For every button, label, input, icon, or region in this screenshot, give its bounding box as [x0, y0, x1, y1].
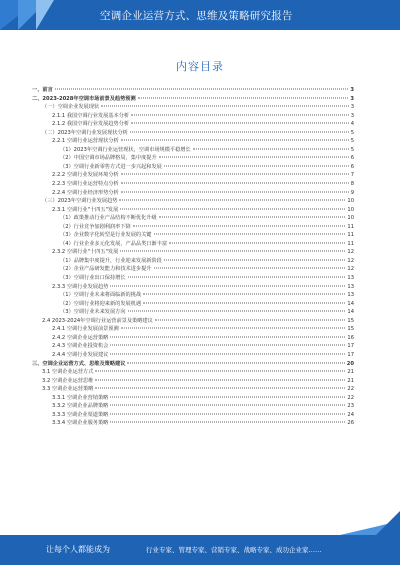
toc-entry[interactable] [32, 154, 354, 163]
toc-leader-dots [128, 311, 346, 312]
header-decor-shape [36, 0, 54, 30]
toc-entry[interactable] [32, 317, 354, 326]
toc-entry[interactable] [32, 385, 354, 394]
toc-entry[interactable] [32, 257, 354, 266]
toc-leader-dots [121, 174, 349, 175]
toc-leader-dots [121, 191, 349, 192]
toc-entry-label: 2.4.1 空调行业发展前景预测 [52, 326, 119, 333]
toc-entry-page: 9 [350, 189, 354, 196]
toc-entry-label: （2）行业竞争加剧利润率下降 [60, 223, 131, 230]
toc-entry-page: 22 [347, 394, 354, 401]
toc-entry-page: 10 [347, 206, 354, 213]
toc-entry[interactable] [32, 291, 354, 300]
toc-entry-label: 3.2 空调企业运营思维 [42, 377, 94, 384]
toc-leader-dots [110, 413, 345, 414]
toc-entry-label: 2.4.4 空调行业发展建议 [52, 351, 109, 358]
toc-entry-page: 10 [347, 215, 354, 222]
page-header [0, 0, 400, 30]
toc-entry-label: （1）空调行业未来将面临新的挑战 [60, 292, 142, 299]
toc-entry[interactable] [32, 308, 354, 317]
toc-entry[interactable] [32, 240, 354, 249]
toc-entry[interactable] [32, 342, 354, 351]
toc-leader-dots [110, 345, 345, 346]
toc-entry-page: 22 [347, 386, 354, 393]
toc-entry[interactable] [32, 283, 354, 292]
toc-entry[interactable] [32, 189, 354, 198]
toc-leader-dots [159, 217, 346, 218]
toc-entry-label: 3.3.1 空调企业营销策略 [52, 394, 109, 401]
toc-entry-label: 3.3 空调企业运营策略 [42, 386, 94, 393]
toc-entry[interactable] [32, 248, 354, 257]
toc-leader-dots [154, 234, 346, 235]
toc-leader-dots [121, 140, 349, 141]
toc-entry-label: （一）空调企业发展现状 [42, 104, 100, 111]
footer-decor-shape [376, 511, 400, 535]
toc-entry-page: 24 [347, 411, 354, 418]
toc-entry-label: 2.3.2 空调行业"十四五"发展 [52, 249, 119, 256]
toc-leader-dots [121, 183, 349, 184]
toc-entry-page: 21 [347, 369, 354, 376]
toc-entry[interactable] [32, 112, 354, 121]
toc-entry-label: 三、空调企业运营方式、思维及策略建议 [32, 360, 126, 367]
toc-entry-page: 12 [347, 257, 354, 264]
toc-entry[interactable] [32, 377, 354, 386]
toc-entry-label: 2.1.2 我国空调行业发展趋势分析 [52, 121, 130, 128]
toc-entry-label: 3.3.4 空调企业服务策略 [52, 420, 109, 427]
toc-entry-label: （2）中国空调市场品牌格局，集中度提升 [60, 155, 157, 162]
footer-roles: 行业专家、管理专家、营销专家、战略专家、成功企业家…… [146, 546, 322, 554]
toc-entry-page: 23 [347, 403, 354, 410]
toc-entry-label: 2.2.3 空调行业运营特点分析 [52, 181, 119, 188]
toc-leader-dots [55, 89, 349, 90]
toc-leader-dots [164, 259, 346, 260]
toc-entry-label: 2.2.2 空调行业发展环境分析 [52, 172, 119, 179]
toc-entry-label: 2.3.1 空调行业"十四五"发展 [52, 206, 119, 213]
toc-entry-label: 2.2.1 空调行业运营现状分析 [52, 138, 119, 145]
toc-entry-label: （1）2023年空调行业运营现状，空调市场规模平稳增长 [60, 146, 191, 153]
toc-entry-page: 13 [347, 275, 354, 282]
toc-entry[interactable] [32, 120, 354, 129]
toc-entry[interactable] [32, 265, 354, 274]
toc-entry[interactable] [32, 180, 354, 189]
toc-entry-page: 6 [350, 163, 354, 170]
toc-leader-dots [128, 277, 346, 278]
toc-leader-dots [101, 106, 349, 107]
toc-entry-page: 5 [350, 129, 354, 136]
toc-leader-dots [120, 251, 345, 252]
toc-entry[interactable] [32, 351, 354, 360]
toc-entry-page: 5 [350, 138, 354, 145]
toc-entry-label: （2）空调行业将迎来新的发展机遇 [60, 300, 142, 307]
toc-entry[interactable] [32, 368, 354, 377]
toc-entry-page: 17 [347, 343, 354, 350]
toc-entry-page: 16 [347, 334, 354, 341]
toc-leader-dots [110, 336, 345, 337]
toc-entry-label: 3.3.3 空调企业渠道策略 [52, 411, 109, 418]
toc-leader-dots [155, 319, 346, 320]
toc-entry[interactable] [32, 300, 354, 309]
toc-entry-page: 11 [347, 232, 354, 239]
toc-entry[interactable] [32, 334, 354, 343]
toc-entry[interactable] [32, 325, 354, 334]
toc-entry[interactable] [32, 95, 354, 104]
toc-entry[interactable] [32, 231, 354, 240]
toc-entry-page: 5 [350, 146, 354, 153]
toc-entry[interactable] [32, 214, 354, 223]
toc-leader-dots [121, 328, 346, 329]
toc-leader-dots [110, 405, 345, 406]
toc-leader-dots [154, 268, 346, 269]
toc-leader-dots [138, 97, 349, 98]
toc-leader-dots [95, 388, 345, 389]
toc-entry[interactable] [32, 402, 354, 411]
toc-entry[interactable] [32, 419, 354, 428]
toc-entry-label: （3）空调行业出口保持增长 [60, 275, 126, 282]
toc-entry-label: 2.4.2 空调企业运营策略 [52, 334, 109, 341]
toc-entry-label: 二、2023-2028年空调市场前景及趋势预测 [32, 95, 136, 102]
toc-leader-dots [131, 123, 349, 124]
toc-entry[interactable] [32, 86, 354, 95]
toc-entry-label: （3）空调行业未来发展方向 [60, 309, 126, 316]
toc-entry[interactable] [32, 360, 354, 369]
toc-entry-page: 3 [350, 112, 354, 119]
toc-entry-page: 4 [350, 121, 354, 128]
toc-leader-dots [110, 396, 345, 397]
toc-entry[interactable] [32, 171, 354, 180]
toc-leader-dots [110, 353, 345, 354]
toc-entry[interactable] [32, 163, 354, 172]
toc-entry-page: 13 [347, 283, 354, 290]
toc-heading: 内容目录 [176, 60, 224, 73]
toc-entry-page: 8 [350, 181, 354, 188]
toc-leader-dots [95, 379, 345, 380]
toc-entry-page: 17 [347, 351, 354, 358]
report-title: 空调企业运营方式、思维及策略研究报告 [100, 10, 293, 22]
toc-entry-page: 21 [347, 377, 354, 384]
toc-entry[interactable] [32, 129, 354, 138]
toc-entry[interactable] [32, 394, 354, 403]
toc-entry-label: （三）2023年空调行业发展趋势 [42, 198, 118, 205]
toc-entry-label: （1）品牌集中度提升，行业迎来发展新阶段 [60, 257, 162, 264]
toc-entry-page: 12 [347, 249, 354, 256]
toc-leader-dots [95, 371, 345, 372]
toc-entry-label: （3）空调行业新零售方式进一步兴起和发展 [60, 163, 162, 170]
toc-entry-page: 14 [347, 300, 354, 307]
toc-entry-page: 11 [347, 240, 354, 247]
toc-entry-label: 2.4.3 空调企业投资机会 [52, 343, 109, 350]
toc-leader-dots [164, 165, 349, 166]
toc-entry-label: 3.3.2 空调企业品牌策略 [52, 403, 109, 410]
toc-entry-label: （2）企业产品研发能力和技术进步提升 [60, 266, 152, 273]
toc-entry-label: 2.3.3 空调行业发展趋势 [52, 283, 109, 290]
toc-entry-label: （1）政策推动行业产品结构不断优化升级 [60, 215, 157, 222]
toc-entry-label: 2.4 2023-2024年空调行业运营前景及策略建议 [42, 317, 153, 324]
toc-entry-page: 11 [347, 223, 354, 230]
toc-leader-dots [133, 225, 346, 226]
toc-entry-page: 3 [350, 104, 354, 111]
toc-entry[interactable] [32, 146, 354, 155]
toc-leader-dots [159, 157, 349, 158]
toc-leader-dots [120, 208, 345, 209]
toc-entry-page: 26 [347, 420, 354, 427]
toc-entry-label: （二）2023年空调行业发展现状分析 [42, 129, 128, 136]
toc-entry-page: 20 [346, 360, 354, 367]
toc-entry-label: 2.2.4 空调行业经济形势分析 [52, 189, 119, 196]
toc-leader-dots [143, 294, 345, 295]
toc-entry-label: 3.1 空调企业运营方式 [42, 369, 94, 376]
toc-entry-page: 3 [350, 87, 354, 93]
table-of-contents [32, 86, 354, 428]
toc-entry-label: （4）行业企业多元化发展，产品品类日渐丰富 [60, 240, 168, 247]
toc-leader-dots [143, 302, 345, 303]
toc-leader-dots [169, 242, 345, 243]
toc-entry-page: 7 [350, 172, 354, 179]
toc-leader-dots [131, 114, 349, 115]
toc-entry-page: 6 [350, 155, 354, 162]
toc-entry-page: 15 [347, 317, 354, 324]
toc-entry[interactable] [32, 223, 354, 232]
toc-leader-dots [110, 422, 345, 423]
toc-leader-dots [193, 148, 349, 149]
toc-entry-page: 14 [347, 309, 354, 316]
toc-entry[interactable] [32, 206, 354, 215]
toc-entry-page: 10 [347, 198, 354, 205]
toc-entry[interactable] [32, 103, 354, 112]
toc-leader-dots [119, 200, 345, 201]
toc-entry[interactable] [32, 137, 354, 146]
toc-entry[interactable] [32, 274, 354, 283]
toc-entry-label: （3）企业数字化转型是行业发展的关键 [60, 232, 152, 239]
toc-entry-label: 一、前言 [32, 87, 53, 93]
toc-entry[interactable] [32, 197, 354, 206]
toc-entry-page: 13 [347, 292, 354, 299]
toc-entry-page: 12 [347, 266, 354, 273]
page-footer [0, 535, 400, 565]
footer-slogan: 让每个人都能成为 [46, 545, 110, 554]
toc-leader-dots [110, 285, 345, 286]
toc-entry-label: 2.1.1 我国空调行业发展基本分析 [52, 112, 130, 119]
toc-entry[interactable] [32, 411, 354, 420]
toc-leader-dots [127, 362, 344, 363]
toc-entry-page: 3 [350, 95, 354, 102]
toc-entry-page: 15 [347, 326, 354, 333]
toc-leader-dots [130, 131, 349, 132]
